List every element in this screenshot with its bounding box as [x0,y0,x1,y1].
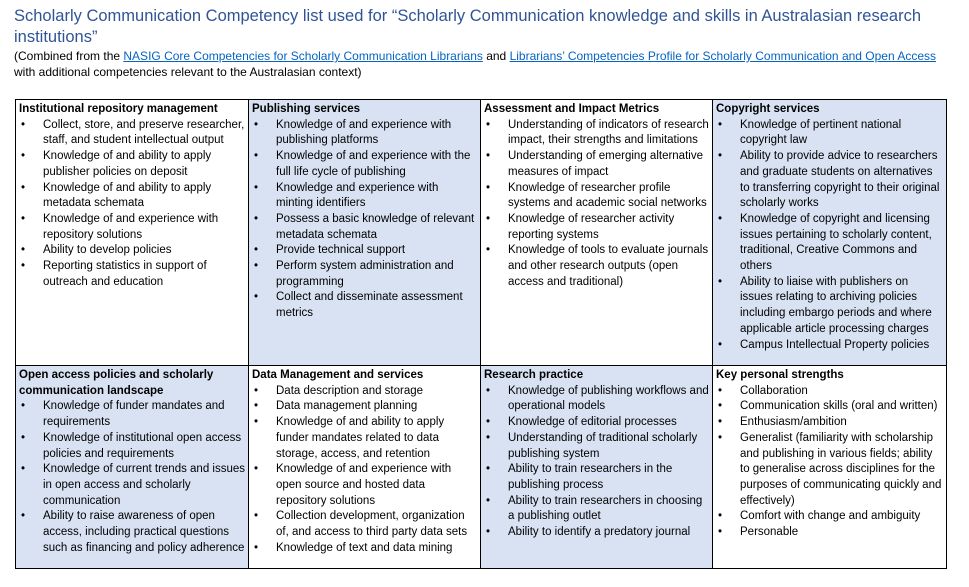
list-item-text: Ability to train researchers in choosing a publishing outlet [508,494,703,523]
list-item [19,149,245,180]
list-item [484,243,709,290]
list-item-text: Perform system administration and programming [276,260,454,288]
cell-personal-strengths [713,366,947,569]
list-item [716,431,943,510]
list-item-text: Enthusiasm/ambition [740,416,847,429]
list-item-text: Ability to provide advice to researchers and graduate students on alternatives to transferring copyright to their original scholarly works [740,150,940,210]
list-item [19,259,245,290]
list-item [484,431,709,462]
bullet-icon: • [486,494,491,507]
bullet-icon: • [718,526,723,539]
cell-heading: Research practice [484,369,584,381]
cell-research-practice [481,366,713,569]
bullet-icon: • [486,181,491,194]
list-item-text: Knowledge of tools to evaluate journals and other research outputs (open access and traditional) [508,244,709,288]
list-item-text: Knowledge of and experience with publishing platforms [276,118,452,147]
list-item [716,525,943,541]
nasig-link[interactable]: NASIG Core Competencies for Scholarly Communication Librarians [123,49,483,63]
list-item-text: Understanding of traditional scholarly publishing system [508,431,698,460]
source-middle: and [482,49,510,63]
bullet-icon: • [254,384,259,397]
list-item [484,462,709,493]
table-row [16,100,947,366]
bullet-icon: • [254,181,259,194]
list-item [19,212,245,243]
bullet-icon: • [21,150,26,163]
list-item [252,212,477,243]
list-item [716,415,943,431]
list-item [252,462,477,509]
source-suffix: with additional competencies relevant to the Australasian context) [14,65,362,79]
list-item-text: Knowledge of pertinent national copyright law [740,118,902,147]
cell-heading: Key personal strengths [716,369,844,381]
list-item-text: Knowledge of publishing workflows and operational models [508,384,709,413]
list-item [716,509,943,525]
list-item [716,118,943,149]
list-item [252,399,477,415]
bullet-icon: • [486,463,491,476]
list-item-text: Data description and storage [276,384,424,397]
bullet-icon: • [254,260,259,273]
list-item [716,338,943,354]
list-item-text: Knowledge of editorial processes [508,416,677,429]
bullet-icon: • [254,244,259,257]
source-note [14,48,959,80]
bullet-icon: • [718,275,723,288]
competency-list [252,118,477,322]
list-item-text: Knowledge of researcher activity reporting systems [508,212,675,241]
list-item [716,399,943,415]
bullet-icon: • [718,118,723,131]
list-item-text: Collect and disseminate assessment metrics [276,291,463,320]
list-item [484,149,709,180]
list-item-text: Data management planning [276,400,418,413]
competency-list [19,399,245,556]
bullet-icon: • [254,463,259,476]
list-item [19,509,245,556]
bullet-icon: • [21,260,26,273]
list-item-text: Ability to liaise with publishers on issues relating to archiving policies including embargo periods and where applicable article processing charges [740,275,932,335]
bullet-icon: • [718,150,723,163]
list-item [19,243,245,259]
competency-list [716,384,943,541]
list-item-text: Knowledge of institutional open access policies and requirements [43,431,242,460]
list-item-text: Knowledge and experience with minting identifiers [276,181,439,210]
list-item-text: Understanding of emerging alternative measures of impact [508,150,703,178]
list-item [484,525,709,541]
list-item [252,181,477,212]
list-item [716,149,943,212]
librarians-profile-link[interactable]: Librarians’ Competencies Profile for Scholarly Communication and Open Access [509,49,936,63]
cell-data-management [249,366,481,569]
list-item [19,118,245,149]
cell-assessment [481,100,713,366]
list-item-text: Possess a basic knowledge of relevant metadata schemata [276,212,475,241]
cell-heading: Institutional repository management [19,103,218,115]
list-item-text: Communication skills (oral and written) [740,400,938,413]
list-item-text: Knowledge of and ability to apply funder mandates related to data storage, access, and retention [276,416,445,460]
list-item [484,384,709,415]
list-item-text: Knowledge of text and data mining [276,541,453,554]
list-item-text: Knowledge of and ability to apply metadata schemata [43,181,212,210]
bullet-icon: • [486,244,491,257]
cell-heading: Open access policies and scholarly communication landscape [19,369,214,397]
list-item-text: Personable [740,526,799,539]
bullet-icon: • [21,181,26,194]
list-item [484,212,709,243]
bullet-icon: • [718,431,723,444]
source-prefix: (Combined from the [14,49,124,63]
competency-list [716,118,943,354]
list-item-text: Collection development, organization of, and access to third party data sets [276,510,468,539]
bullet-icon: • [254,400,259,413]
list-item-text: Knowledge of current trends and issues in open access and scholarly communication [43,463,246,507]
list-item-text: Knowledge of funder mandates and requirements [43,400,225,429]
list-item-text: Ability to identify a predatory journal [508,526,691,539]
list-item [252,118,477,149]
bullet-icon: • [254,291,259,304]
bullet-icon: • [718,212,723,225]
list-item [252,259,477,290]
bullet-icon: • [718,510,723,523]
list-item [484,118,709,149]
list-item-text: Knowledge of and ability to apply publisher policies on deposit [43,150,212,178]
bullet-icon: • [486,384,491,397]
list-item-text: Knowledge of and experience with open source and hosted data repository solutions [276,463,452,507]
bullet-icon: • [486,118,491,131]
list-item [716,212,943,275]
cell-open-access [16,366,249,569]
list-item [484,181,709,212]
list-item [252,290,477,321]
bullet-icon: • [21,510,26,523]
list-item-text: Understanding of indicators of research impact, their strengths and limitations [508,118,709,147]
list-item-text: Ability to train researchers in the publishing process [508,463,673,491]
bullet-icon: • [718,384,723,397]
competency-list [484,118,709,291]
cell-heading: Data Management and services [252,369,424,381]
list-item-text: Knowledge of researcher profile systems and academic social networks [508,181,707,210]
list-item-text: Comfort with change and ambiguity [740,510,921,523]
cell-repository [16,100,249,366]
bullet-icon: • [21,400,26,413]
list-item-text: Generalist (familiarity with scholarship and publishing in various fields; ability to generalise across disciplines for the purposes of communicating quickly and effectively) [740,431,942,507]
bullet-icon: • [486,526,491,539]
cell-publishing [249,100,481,366]
list-item [19,181,245,212]
competency-list [19,118,245,291]
list-item [252,384,477,400]
bullet-icon: • [21,463,26,476]
list-item-text: Reporting statistics in support of outreach and education [43,260,207,288]
list-item [252,243,477,259]
cell-copyright [713,100,947,366]
competency-list [484,384,709,541]
bullet-icon: • [254,541,259,554]
bullet-icon: • [486,431,491,444]
page-title: Scholarly Communication Competency list used for “Scholarly Communication knowledge and skills in Australasian research institutions” [14,7,921,46]
table-row [16,366,947,569]
bullet-icon: • [21,118,26,131]
list-item-text: Knowledge of copyright and licensing issues pertaining to scholarly content, traditional, Creative Commons and others [740,212,932,273]
list-item [19,399,245,430]
bullet-icon: • [486,150,491,163]
list-item [252,415,477,462]
bullet-icon: • [21,431,26,444]
bullet-icon: • [254,118,259,131]
bullet-icon: • [486,212,491,225]
cell-heading: Copyright services [716,103,820,115]
list-item [19,431,245,462]
bullet-icon: • [21,212,26,225]
list-item-text: Ability to develop policies [43,244,172,257]
list-item-text: Collaboration [740,384,808,397]
bullet-icon: • [718,400,723,413]
list-item-text: Knowledge of and experience with the full life cycle of publishing [276,150,471,178]
list-item-text: Campus Intellectual Property policies [740,338,930,351]
list-item [716,384,943,400]
bullet-icon: • [718,338,723,351]
list-item [252,541,477,557]
bullet-icon: • [254,416,259,429]
bullet-icon: • [254,150,259,163]
list-item-text: Ability to raise awareness of open access, including practical questions such as financing and policy adherence [43,510,245,554]
bullet-icon: • [486,416,491,429]
list-item [484,494,709,525]
bullet-icon: • [254,212,259,225]
list-item [252,149,477,180]
list-item-text: Collect, store, and preserve researcher, staff, and student intellectual output [43,118,245,147]
list-item-text: Knowledge of and experience with repository solutions [43,212,219,241]
cell-heading: Publishing services [252,103,361,115]
list-item [252,509,477,540]
bullet-icon: • [21,244,26,257]
cell-heading: Assessment and Impact Metrics [484,103,660,115]
list-item [19,462,245,509]
list-item [716,275,943,338]
competency-list [252,384,477,557]
list-item [484,415,709,431]
bullet-icon: • [718,416,723,429]
bullet-icon: • [254,510,259,523]
competency-table [15,99,947,569]
list-item-text: Provide technical support [276,244,406,257]
